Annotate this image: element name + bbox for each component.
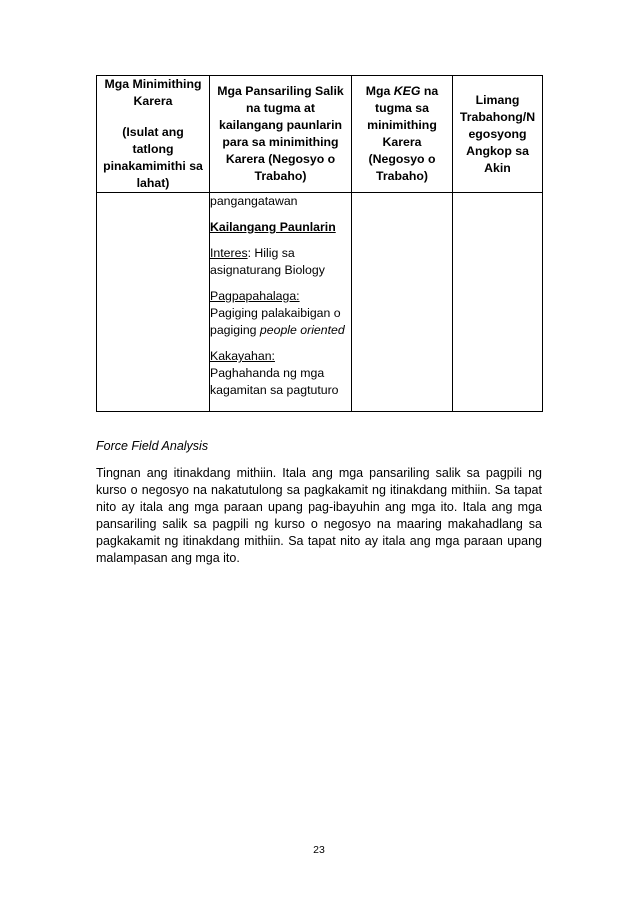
cell-pansariling-salik [210,193,352,412]
header-keg [352,76,453,193]
header-col4-title: Limang Trabahong/N egosyong Angkop sa Akin [459,92,536,175]
header-col2-line6: Trabaho) [254,169,307,183]
table-row [97,193,543,412]
table-header-row [97,76,543,193]
instructions-paragraph: Tingnan ang itinakdang mithiin. Itala ang mga pansariling salik sa pagpili ng kurso o negosyo na nakatutulong sa pagkakamit ng itinakdang mithiin. Sa tapat nito ay itala ang mga paraan upang pag-ibayuhin ang mga ito. Itala ang mga pansariling salik sa pagpili ng kurso o negosyo na maaring makahadlang sa pagkakamit ng itinakdang mithiin. Sa tapat nito ay itala ang mga paraan upang malampasan ang mga ito. [96,466,542,565]
header-col2-line2: na tugma at [245,101,315,115]
section-title: Force Field Analysis [96,439,209,453]
header-col3-keg: KEG [393,84,421,98]
cell-interes-text: : Hilig sa asignaturang Biology [210,246,325,277]
cell-minimithing [97,193,210,412]
cell-limang-trabaho [453,193,543,412]
header-minimithing-karera [97,76,210,193]
header-col2-line5: Karera (Negosyo o [225,152,336,166]
header-pansariling-salik [210,76,352,193]
career-table [96,75,543,412]
header-col2-line1: Mga Pansariling Salik [217,84,344,98]
header-col1-line1: Mga Minimithing [104,77,202,91]
header-col3-prefix: Mga [365,84,394,98]
header-col1-line2: Karera [133,94,173,108]
header-col3-rest: tugma sa minimithing Karera (Negosyo o Trabaho) [367,101,437,183]
cell-pagpapahalaga-label: Pagpapahalaga: [210,289,300,303]
header-col1-note: (Isulat ang tatlong pinakamimithi sa lahat) [103,125,203,190]
cell-pagpapahalaga-text: Pagiging palakaibigan o pagiging [210,306,341,337]
page-number: 23 [313,844,325,856]
cell-kailangang-paunlarin: Kailangang Paunlarin [210,220,336,234]
header-col3-suffix: na [420,84,439,98]
cell-interes-label: Interes [210,246,248,260]
cell-kakayahan-text: Paghahanda ng mga kagamitan sa pagtuturo [210,366,339,397]
header-col2-line4: para sa minimithing [222,135,339,149]
cell-lead-text: pangangatawan [210,194,298,208]
cell-pagpapahalaga-emph: people oriented [259,323,345,337]
header-limang-trabaho [453,76,543,193]
header-col2-line3: kailangang paunlarin [219,118,342,132]
cell-kakayahan-label: Kakayahan: [210,349,275,363]
cell-keg [352,193,453,412]
